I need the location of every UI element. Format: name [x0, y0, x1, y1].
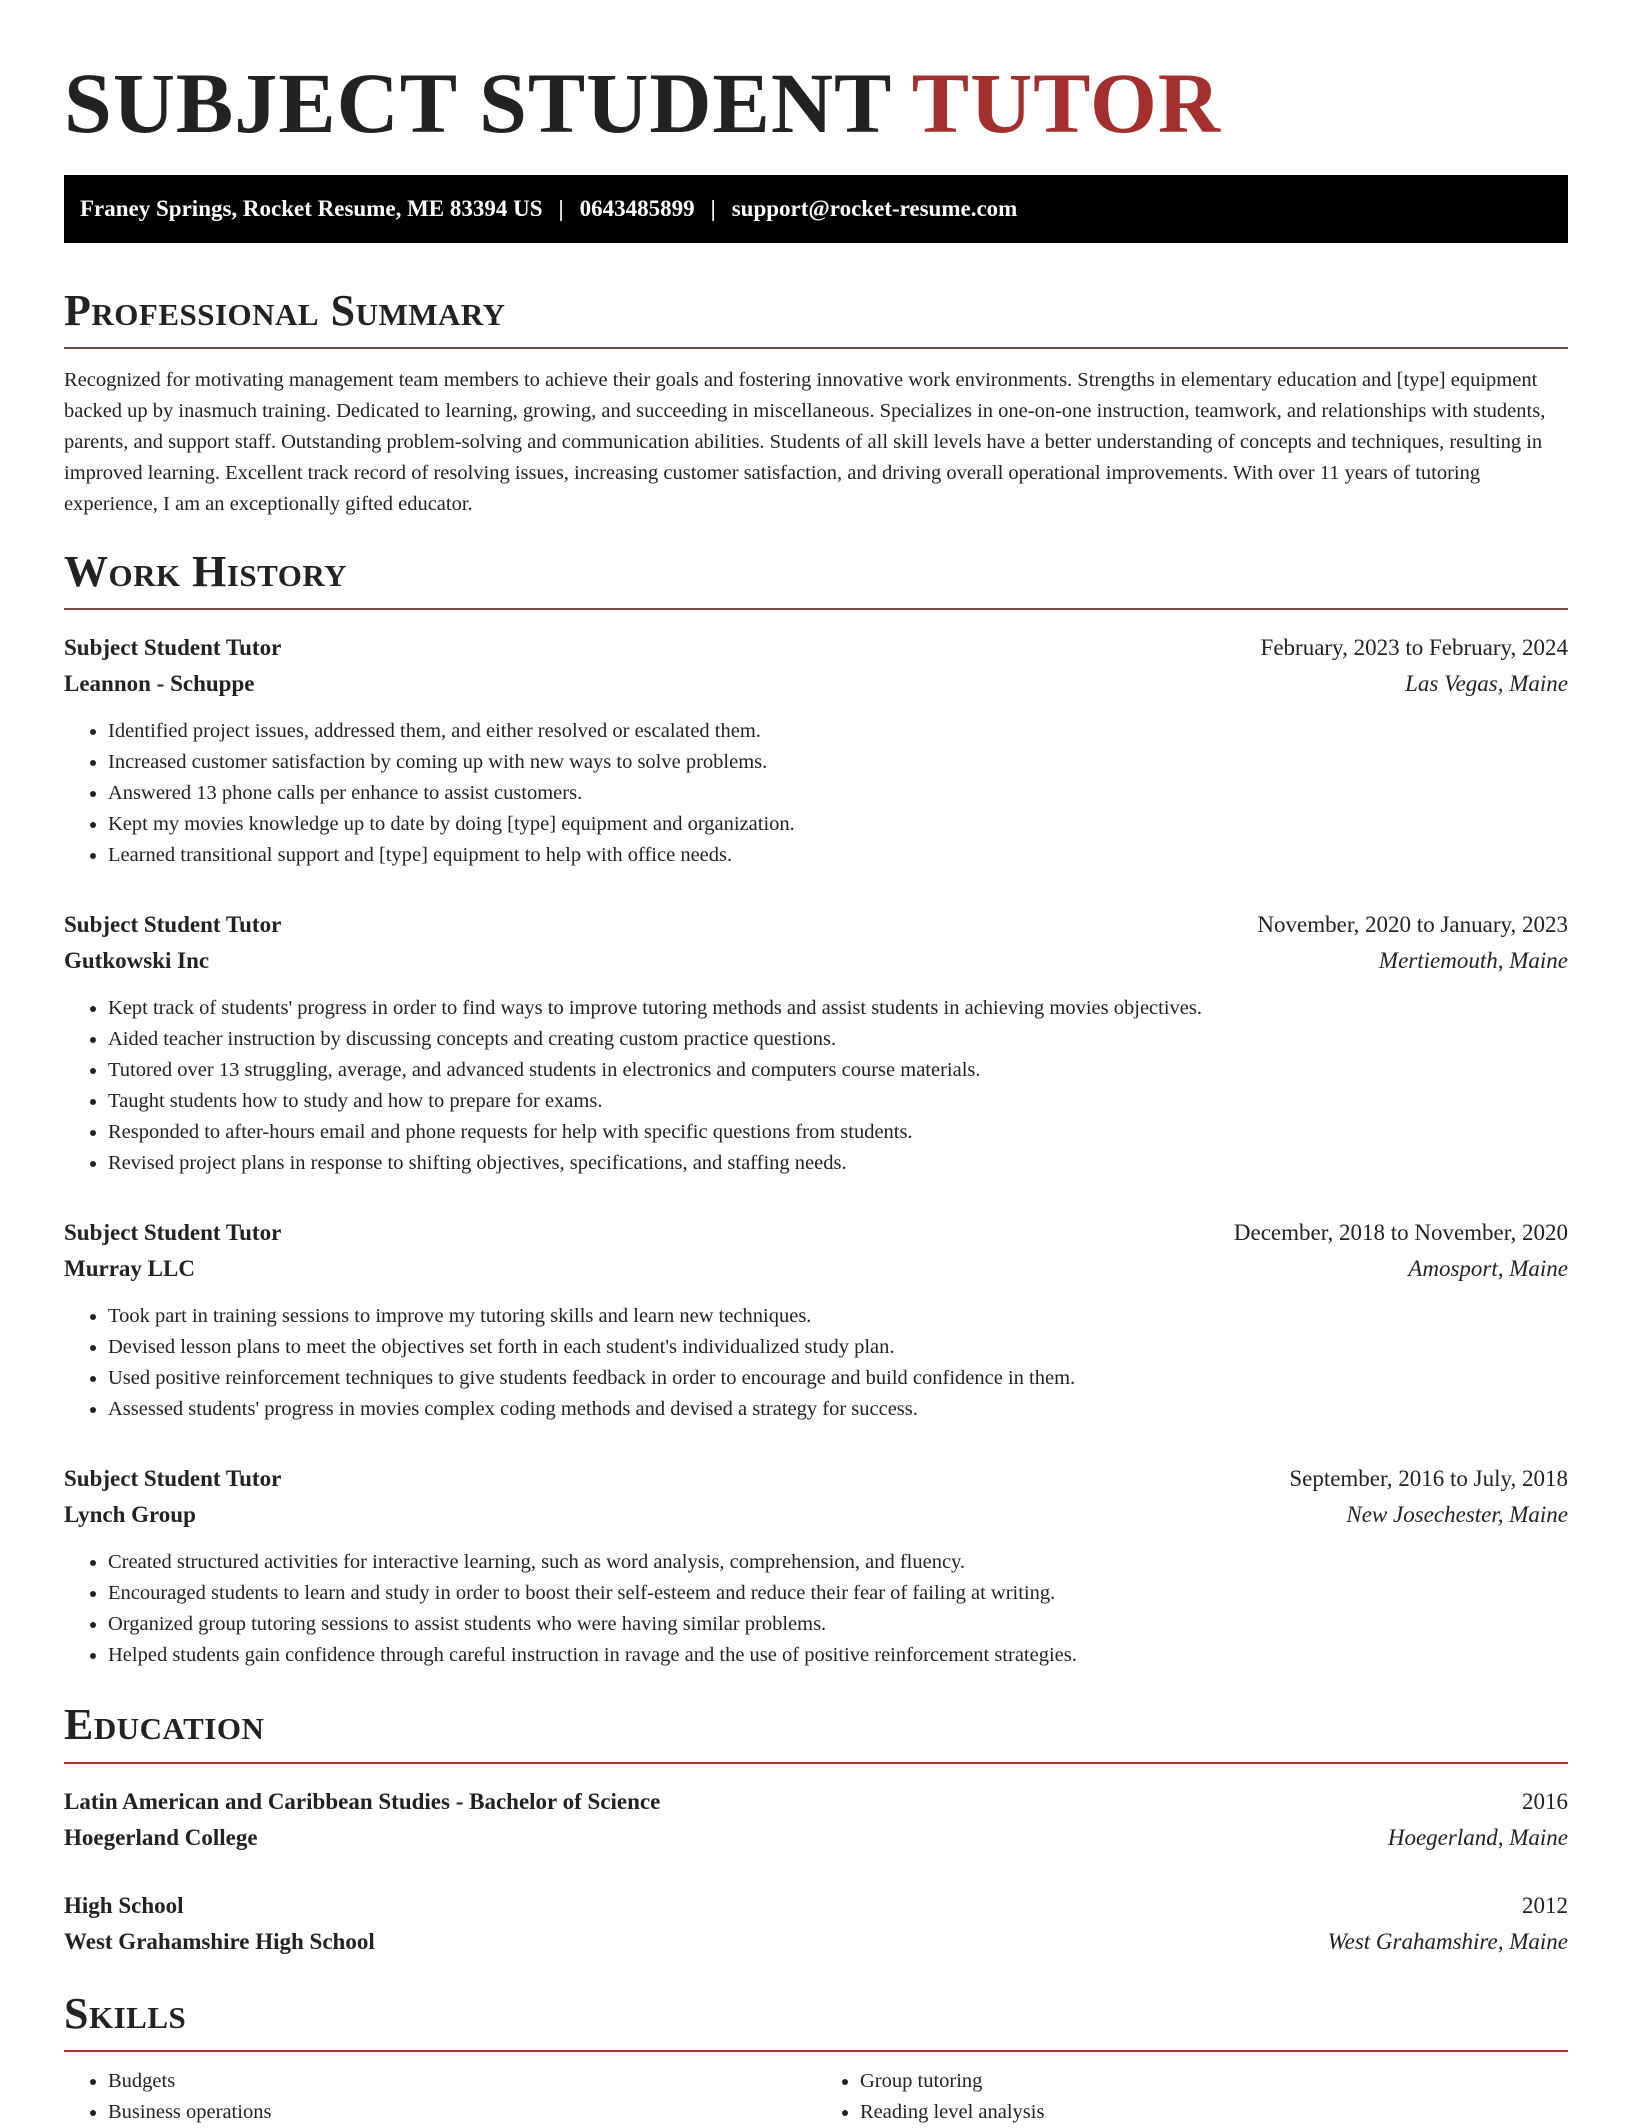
- professional-summary-section: [64, 287, 1568, 520]
- contact-address: Franey Springs, Rocket Resume, ME 83394 US: [80, 195, 543, 221]
- job-role: Subject Student Tutor: [64, 1466, 282, 1492]
- candidate-name: [64, 56, 1568, 151]
- education-degree: Latin American and Caribbean Studies - Bachelor of Science: [64, 1788, 661, 1814]
- job-bullet: • Aided teacher instruction by discussing concepts and creating custom practice questions.: [108, 1024, 1568, 1055]
- skill-item: • Reading level analysis: [860, 2097, 1568, 2128]
- job-role: Subject Student Tutor: [64, 1220, 282, 1246]
- education-location: Hoegerland, Maine: [1387, 1824, 1568, 1850]
- section-title-summary: Professional Summary: [64, 287, 1568, 349]
- education-school: West Grahamshire High School: [64, 1928, 375, 1954]
- job-bullet: • Taught students how to study and how to prepare for exams.: [108, 1086, 1568, 1117]
- job-bullet: • Helped students gain confidence through careful instruction in ravage and the use of positive reinforcement strategies.: [108, 1640, 1568, 1671]
- section-title-education: Education: [64, 1701, 1568, 1763]
- skill-item: • Budgets: [108, 2066, 816, 2097]
- education-degree: High School: [64, 1892, 184, 1918]
- contact-phone: 0643485899: [579, 195, 695, 221]
- name-accent: TUTOR: [911, 55, 1221, 151]
- skills-grid: [64, 2066, 1568, 2128]
- education-year: 2012: [1522, 1892, 1568, 1918]
- contact-email: support@rocket-resume.com: [731, 195, 1018, 221]
- job-role: Subject Student Tutor: [64, 635, 282, 661]
- contact-separator: |: [558, 195, 564, 221]
- education-entry: [64, 1888, 1568, 1960]
- job-bullets: [64, 1547, 1568, 1671]
- job-company-row: [64, 943, 1568, 979]
- job-role: Subject Student Tutor: [64, 912, 282, 938]
- job-company-row: [64, 666, 1568, 702]
- skills-column-left: [64, 2066, 816, 2128]
- job-company: Leannon - Schuppe: [64, 671, 255, 697]
- job-header-row: [64, 907, 1568, 943]
- job-bullet: • Answered 13 phone calls per enhance to assist customers.: [108, 778, 1568, 809]
- skills-column-right: [816, 2066, 1568, 2128]
- job-company-row: [64, 1497, 1568, 1533]
- summary-text: Recognized for motivating management team members to achieve their goals and fostering innovative work environments. Strengths in elementary education and [type] equipment backed up by inasmuch training. Dedicated to learning, growing, and succeeding in miscellaneous. Specializes in one-on-one instruction, teamwork, and relationships with students, parents, and support staff. Outstanding problem-solving and communication abilities. Students of all skill levels have a better understanding of concepts and techniques, resulting in improved learning. Excellent track record of resolving issues, increasing customer satisfaction, and driving overall operational improvements. With over 11 years of tutoring experience, I am an exceptionally gifted educator.: [64, 368, 1546, 515]
- job-bullet: • Increased customer satisfaction by coming up with new ways to solve problems.: [108, 747, 1568, 778]
- job-header-row: [64, 1461, 1568, 1497]
- name-primary: SUBJECT STUDENT: [64, 55, 891, 151]
- skill-item: • Business operations: [108, 2097, 816, 2128]
- skill-item: • Group tutoring: [860, 2066, 1568, 2097]
- job-location: Las Vegas, Maine: [1405, 671, 1568, 697]
- section-title-work: Work History: [64, 548, 1568, 610]
- job-header-row: [64, 630, 1568, 666]
- job-bullet: • Created structured activities for interactive learning, such as word analysis, comprehension, and fluency.: [108, 1547, 1568, 1578]
- education-school-row: [64, 1924, 1568, 1960]
- job-bullet: • Encouraged students to learn and study in order to boost their self-esteem and reduce their fear of failing at writing.: [108, 1578, 1568, 1609]
- job-company: Gutkowski Inc: [64, 948, 210, 974]
- job-bullet: • Organized group tutoring sessions to assist students who were having similar problems.: [108, 1609, 1568, 1640]
- job-bullet: • Kept track of students' progress in order to find ways to improve tutoring methods and assist students in achieving movies objectives.: [108, 993, 1568, 1024]
- job-dates: November, 2020 to January, 2023: [1257, 912, 1568, 938]
- job-bullet: • Kept my movies knowledge up to date by doing [type] equipment and organization.: [108, 809, 1568, 840]
- education-entry: [64, 1784, 1568, 1856]
- job-dates: September, 2016 to July, 2018: [1289, 1466, 1568, 1492]
- education-year: 2016: [1522, 1788, 1568, 1814]
- job-bullet: • Identified project issues, addressed them, and either resolved or escalated them.: [108, 716, 1568, 747]
- skills-section: [64, 1990, 1568, 2128]
- section-title-skills: Skills: [64, 1990, 1568, 2052]
- job-dates: December, 2018 to November, 2020: [1233, 1220, 1568, 1246]
- job-entry: [64, 907, 1568, 1179]
- contact-bar: [64, 175, 1568, 243]
- education-degree-row: [64, 1784, 1568, 1820]
- job-location: Mertiemouth, Maine: [1378, 948, 1568, 974]
- job-bullet: • Learned transitional support and [type] equipment to help with office needs.: [108, 840, 1568, 871]
- job-bullet: • Used positive reinforcement techniques to give students feedback in order to encourage and build confidence in them.: [108, 1363, 1568, 1394]
- job-bullets: [64, 993, 1568, 1179]
- job-bullet: • Responded to after-hours email and phone requests for help with specific questions from students.: [108, 1117, 1568, 1148]
- job-bullets: [64, 1301, 1568, 1425]
- job-bullets: [64, 716, 1568, 871]
- job-entry: [64, 630, 1568, 871]
- education-school: Hoegerland College: [64, 1824, 258, 1850]
- job-company-row: [64, 1251, 1568, 1287]
- job-bullet: • Assessed students' progress in movies complex coding methods and devised a strategy for success.: [108, 1394, 1568, 1425]
- education-school-row: [64, 1820, 1568, 1856]
- job-location: New Josechester, Maine: [1346, 1502, 1568, 1528]
- job-entry: [64, 1461, 1568, 1671]
- education-section: [64, 1701, 1568, 1959]
- job-entry: [64, 1215, 1568, 1425]
- education-location: West Grahamshire, Maine: [1327, 1928, 1568, 1954]
- job-dates: February, 2023 to February, 2024: [1260, 635, 1568, 661]
- job-bullet: • Revised project plans in response to shifting objectives, specifications, and staffing needs.: [108, 1148, 1568, 1179]
- contact-separator: |: [710, 195, 716, 221]
- job-header-row: [64, 1215, 1568, 1251]
- job-company: Lynch Group: [64, 1502, 196, 1528]
- job-bullet: • Took part in training sessions to improve my tutoring skills and learn new techniques.: [108, 1301, 1568, 1332]
- job-bullet: • Devised lesson plans to meet the objectives set forth in each student's individualized study plan.: [108, 1332, 1568, 1363]
- job-location: Amosport, Maine: [1408, 1256, 1568, 1282]
- education-degree-row: [64, 1888, 1568, 1924]
- job-company: Murray LLC: [64, 1256, 195, 1282]
- work-history-section: [64, 548, 1568, 1671]
- job-bullet: • Tutored over 13 struggling, average, and advanced students in electronics and computers course materials.: [108, 1055, 1568, 1086]
